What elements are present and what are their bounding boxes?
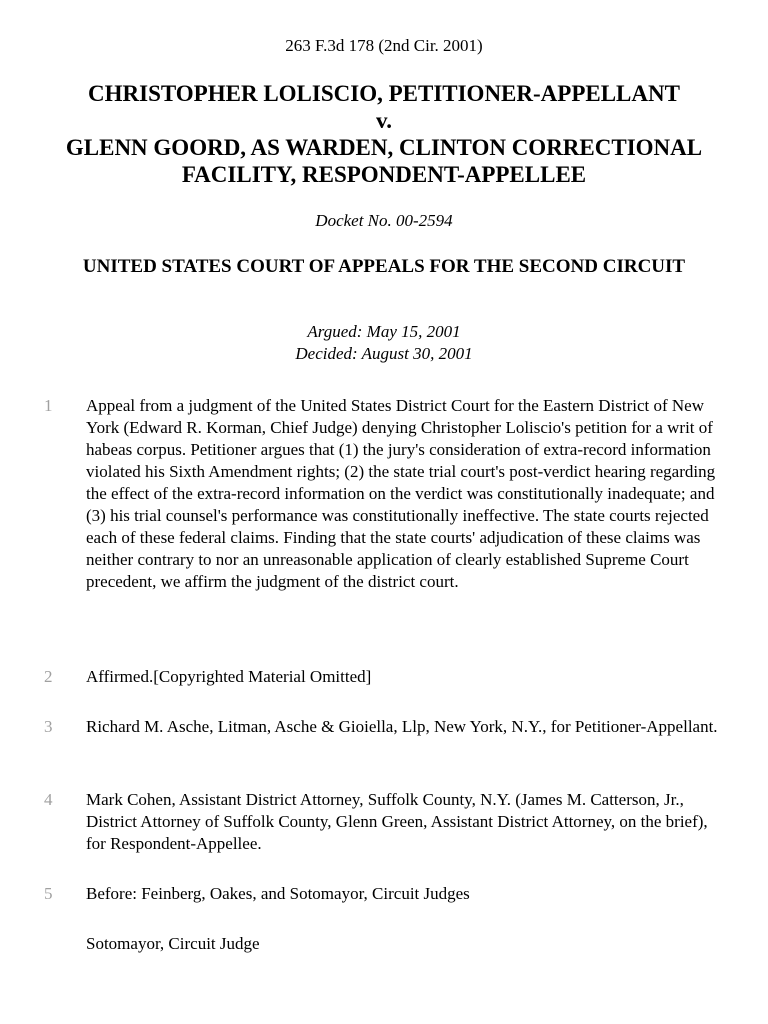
- argued-date: Argued: May 15, 2001: [307, 322, 461, 341]
- case-caption: [40, 80, 728, 188]
- paragraph-text: Richard M. Asche, Litman, Asche & Gioiella, Llp, New York, N.Y., for Petitioner-Appellant.: [86, 717, 718, 736]
- docket-number: Docket No. 00-2594: [315, 211, 453, 230]
- paragraph-number: 5: [44, 884, 53, 903]
- paragraph-number: 1: [44, 396, 53, 415]
- paragraph-text: Affirmed.[Copyrighted Material Omitted]: [86, 667, 372, 686]
- paragraph-text: Appeal from a judgment of the United States District Court for the Eastern District of New York (Edward R. Korman, Chief Judge) denying Christopher Loliscio's petition for a writ of habeas corpus. Petitioner argues that (1) the jury's consideration of extra-record information violated his Sixth Amendment rights; (2) the state trial court's post-verdict hearing regarding the effect of the extra-record information on the verdict was constitutionally inadequate; and (3) his trial counsel's performance was constitutionally ineffective. The state courts rejected each of these federal claims. Finding that the state courts' adjudication of these claims was neither contrary to nor an unreasonable application of clearly established Supreme Court precedent, we affirm the judgment of the district court.: [86, 396, 716, 591]
- caption-petitioner: CHRISTOPHER LOLISCIO, PETITIONER-APPELLANT: [88, 81, 680, 106]
- case-citation: 263 F.3d 178 (2nd Cir. 2001): [285, 36, 483, 55]
- caption-respondent: GLENN GOORD, AS WARDEN, CLINTON CORRECTIONAL FACILITY, RESPONDENT-APPELLEE: [65, 135, 703, 187]
- paragraph-number: 3: [44, 717, 53, 736]
- court-name: UNITED STATES COURT OF APPEALS FOR THE SECOND CIRCUIT: [82, 256, 686, 277]
- paragraph-number: 2: [44, 667, 53, 686]
- opinion-author: Sotomayor, Circuit Judge: [86, 934, 260, 953]
- paragraph-text: Before: Feinberg, Oakes, and Sotomayor, Circuit Judges: [86, 884, 470, 903]
- decided-date: Decided: August 30, 2001: [295, 344, 473, 363]
- caption-versus: v.: [376, 108, 392, 133]
- case-dates: [0, 321, 768, 365]
- paragraph-text: Mark Cohen, Assistant District Attorney, Suffolk County, N.Y. (James M. Catterson, Jr., District Attorney of Suffolk County, Glenn Green, Assistant District Attorney, on the brief), for Respondent-Appellee.: [86, 790, 708, 853]
- paragraph-number: 4: [44, 790, 53, 809]
